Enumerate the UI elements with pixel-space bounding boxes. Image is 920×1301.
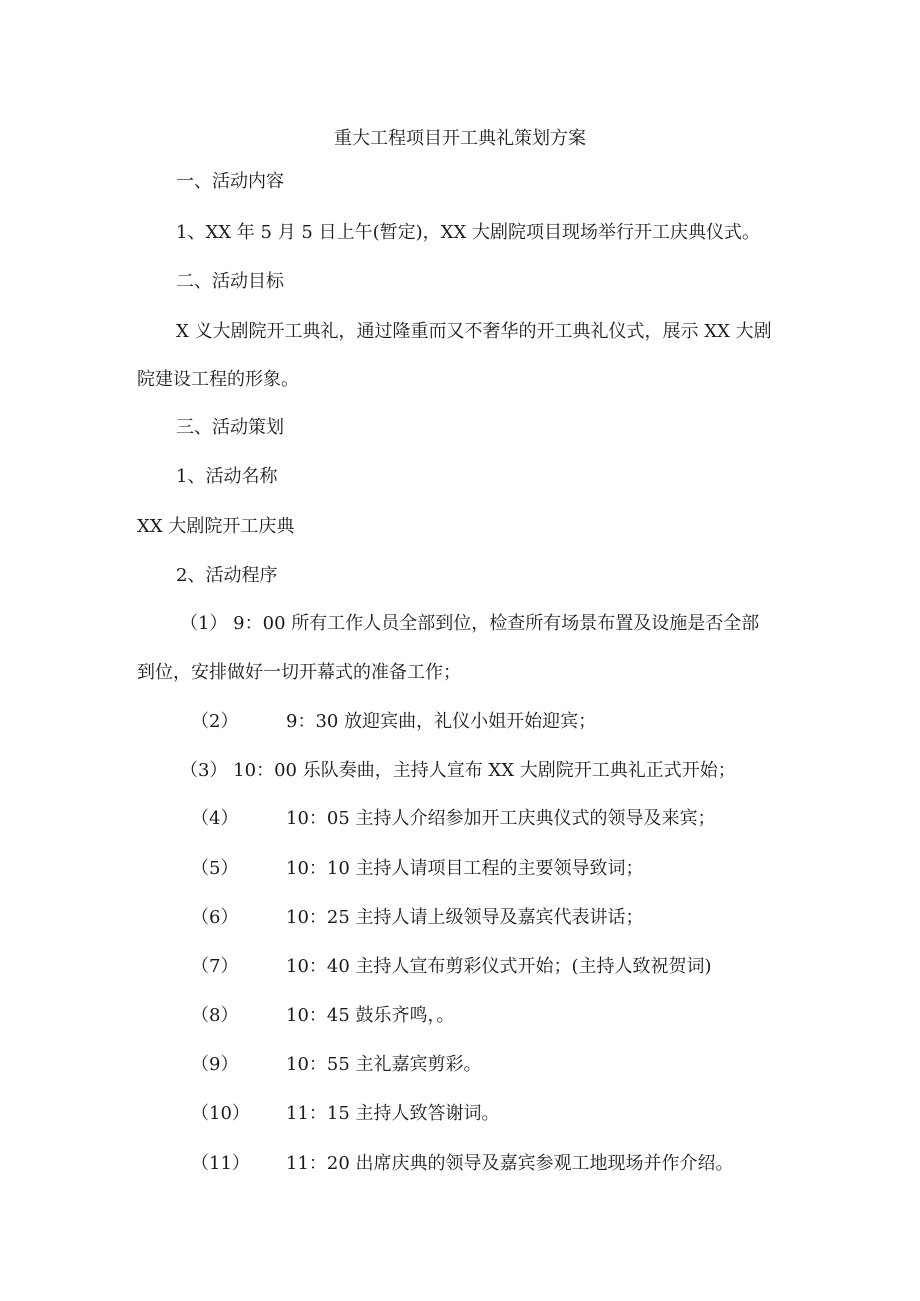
- program-item-text: 10：55 主礼嘉宾剪彩。: [286, 1054, 482, 1075]
- program-item-number: （7）: [191, 956, 239, 977]
- activity-time-paragraph: 1、XX 年 5 月 5 日上午(暂定)，XX 大剧院项目现场举行开工庆典仪式。: [176, 222, 760, 243]
- goal-paragraph-line1: X 义大剧院开工典礼，通过隆重而又不奢华的开工典礼仪式，展示 XX 大剧: [176, 321, 772, 342]
- program-item-text: 9：30 放迎宾曲，礼仪小姐开始迎宾；: [286, 711, 597, 732]
- program-item-text: 10：25 主持人请上级领导及嘉宾代表讲话；: [286, 907, 644, 928]
- program-item-number: （5）: [191, 858, 239, 879]
- document-title: 重大工程项目开工典礼策划方案: [334, 128, 586, 149]
- section-heading-content: 一、活动内容: [176, 171, 284, 192]
- program-item-text: 10：40 主持人宣布剪彩仪式开始；(主持人致祝贺词): [286, 956, 712, 977]
- program-item-text: 11：20 出席庆典的领导及嘉宾参观工地现场并作介绍。: [286, 1153, 734, 1174]
- subheading-activity-program: 2、活动程序: [176, 565, 278, 586]
- program-item-text: 10：05 主持人介绍参加开工庆典仪式的领导及来宾；: [286, 808, 716, 829]
- section-heading-plan: 三、活动策划: [176, 417, 284, 438]
- program-item-text: 10：45 鼓乐齐鸣，。: [286, 1005, 455, 1026]
- program-item-number: （6）: [191, 907, 239, 928]
- goal-paragraph-line2: 院建设工程的形象。: [137, 369, 299, 390]
- program-item-number: （10）: [191, 1103, 250, 1124]
- program-item-number: （11）: [191, 1153, 250, 1174]
- program-item-number: （2）: [191, 711, 239, 732]
- program-item-3: （3） 10：00 乐队奏曲，主持人宣布 XX 大剧院开工典礼正式开始；: [180, 760, 736, 781]
- program-item-number: （4）: [191, 808, 239, 829]
- program-item-1-line1: （1） 9：00 所有工作人员全部到位，检查所有场景布置及设施是否全部: [180, 613, 760, 634]
- program-item-number: （9）: [191, 1054, 239, 1075]
- section-heading-goal: 二、活动目标: [176, 271, 284, 292]
- program-item-text: 11：15 主持人致答谢词。: [286, 1103, 500, 1124]
- program-item-number: （8）: [191, 1005, 239, 1026]
- program-item-text: 10：10 主持人请项目工程的主要领导致词；: [286, 858, 644, 879]
- activity-name-value: XX 大剧院开工庆典: [137, 516, 295, 537]
- program-item-1-line2: 到位，安排做好一切开幕式的准备工作；: [137, 662, 461, 683]
- subheading-activity-name: 1、活动名称: [176, 466, 278, 487]
